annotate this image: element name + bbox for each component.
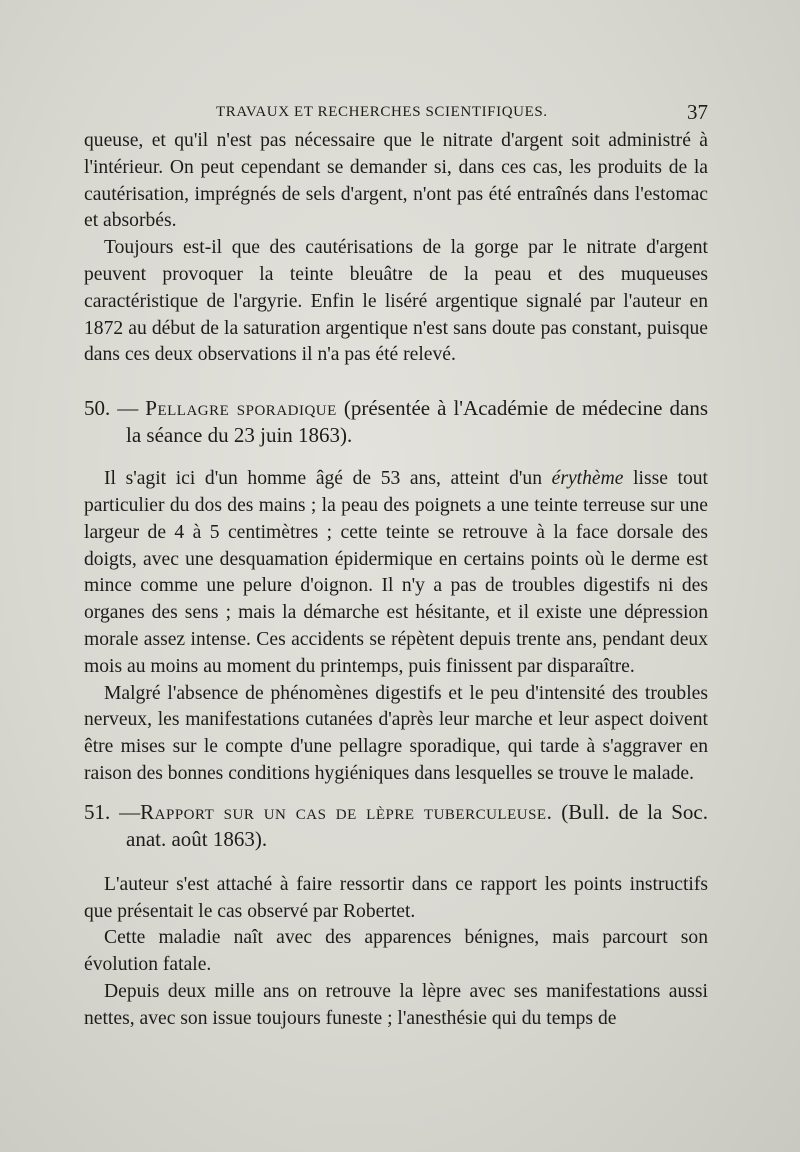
- running-title: TRAVAUX ET RECHERCHES SCIENTIFIQUES.: [216, 104, 548, 120]
- entry-51-heading: [84, 799, 708, 853]
- paragraph-continuation: queuse, et qu'il n'est pas nécessaire que le nitrate d'argent soit administré à l'intérieur. On peut cependant se demander si, dans ces cas, les produits de la cautérisation, imprégnés de sels d'argent, n'ont pas été entraînés dans l'estomac et absorbés.: [84, 130, 708, 232]
- page-header: [84, 100, 708, 126]
- entry-51-paragraph-3: Depuis deux mille ans on retrouve la lèpre avec ses manifestations aussi nettes, avec son issue toujours funeste ; l'anesthésie qui du temps de: [84, 980, 708, 1029]
- entry-50-paragraph-2: Malgré l'absence de phénomènes digestifs et le peu d'intensité des troubles nerveux, les manifestations cutanées d'après leur marche et leur aspect doivent être mises sur le compte d'une pellagre sporadique, qui tarde à s'aggraver en raison des bonnes conditions hygiéniques dans lesquelles se trouve le malade.: [84, 682, 708, 784]
- italic-term: érythème: [551, 468, 624, 490]
- entry-50-source: (présentée à l'Académie de médecine dans la séance du 23 juin 1863).: [126, 396, 708, 448]
- entry-51-paragraph-1: L'auteur s'est attaché à faire ressortir dans ce rapport les points instructifs que présentait le cas observé par Robertet.: [84, 873, 708, 922]
- entry-51-paragraph-2: Cette maladie naît avec des apparences bénignes, mais parcourt son évolution fatale.: [84, 927, 708, 976]
- paragraph-argyrie: Toujours est-il que des cautérisations de la gorge par le nitrate d'argent peuvent provoquer la teinte bleuâtre de la peau et des muqueuses caractéristique de l'argyrie. Enfin le liséré argentique signalé par l'auteur en 1872 au début de la saturation argentique n'est sans doute pas constant, puisque dans ces deux observations il n'a pas été relevé.: [84, 237, 708, 366]
- entry-50-title: Pellagre sporadique: [145, 396, 337, 421]
- entry-51-source: (Bull. de la Soc. anat. août 1863).: [126, 799, 709, 851]
- entry-50-number: 50. —: [84, 396, 139, 421]
- entry-51-title: Rapport sur un cas de lèpre tuberculeuse.: [140, 799, 553, 824]
- body-text: [84, 128, 708, 1033]
- entry-51-number: 51. —: [84, 799, 141, 824]
- entry-50-heading: [84, 395, 708, 449]
- entry-50-paragraph-1: Il s'agit ici d'un homme âgé de 53 ans, atteint d'un érythème lisse tout particulier du dos des mains ; la peau des poignets a une teinte terreuse sur une largeur de 4 à 5 centimètres ; cette teinte se retrouve à la face dorsale des doigts, avec une desquamation épidermique en certains points où le derme est mince comme une pelure d'oignon. Il n'y a pas de troubles digestifs ni des organes des sens ; mais la démarche est hésitante, et il existe une dépression morale assez intense. Ces accidents se répètent depuis trente ans, pendant deux mois au moins au moment du printemps, puis finissent par disparaître.: [84, 468, 708, 677]
- page-number: 37: [687, 100, 708, 124]
